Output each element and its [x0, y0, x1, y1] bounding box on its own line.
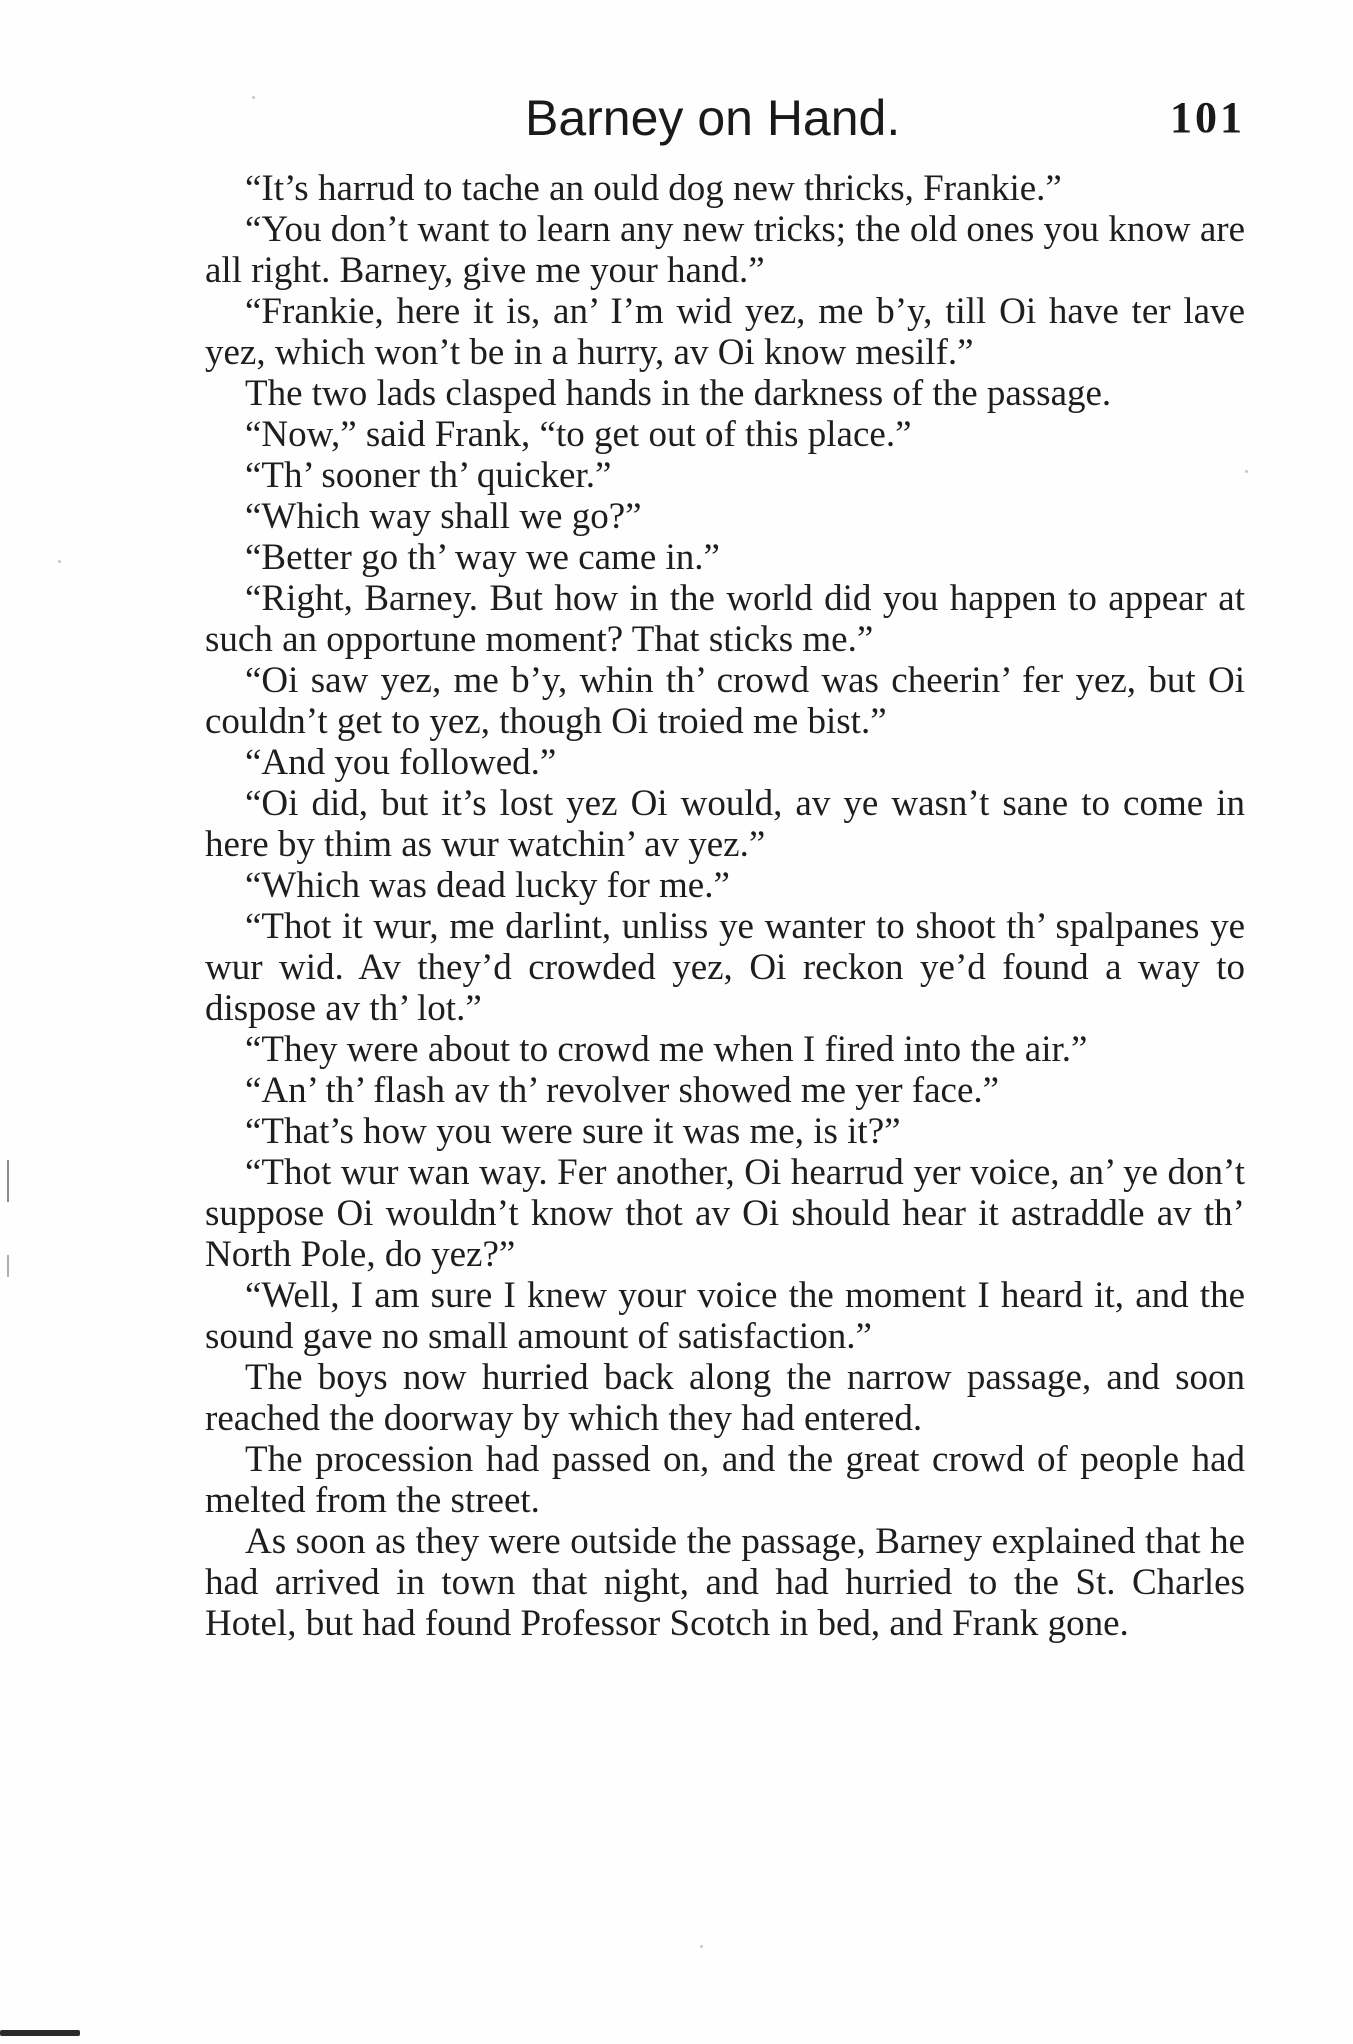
- paragraph: “Frankie, here it is, an’ I’m wid yez, me b’y, till Oi have ter lave yez, which won’t be in a hurry, av Oi know mesilf.”: [205, 291, 1245, 373]
- paragraph: “Thot wur wan way. Fer another, Oi hearrud yer voice, an’ ye don’t suppose Oi wouldn’t know thot av Oi should hear it astraddle av th’ North Pole, do yez?”: [205, 1152, 1245, 1275]
- paragraph: “Now,” said Frank, “to get out of this place.”: [245, 414, 912, 455]
- paragraph: “Oi did, but it’s lost yez Oi would, av ye wasn’t sane to come in here by thim as wur watchin’ av yez.”: [205, 783, 1245, 865]
- paragraph: “That’s how you were sure it was me, is it?”: [245, 1111, 901, 1152]
- running-title: Barney on Hand.: [525, 90, 901, 146]
- paragraph: “Which was dead lucky for me.”: [245, 865, 730, 906]
- paragraph: The two lads clasped hands in the darkness of the passage.: [245, 373, 1112, 414]
- paragraph: “They were about to crowd me when I fired into the air.”: [245, 1029, 1088, 1070]
- margin-mark: [7, 1255, 9, 1277]
- paragraph: The boys now hurried back along the narrow passage, and soon reached the doorway by which they had entered.: [205, 1357, 1245, 1439]
- page-speck: [252, 96, 255, 99]
- running-header: [205, 88, 1245, 148]
- page-speck: [700, 1945, 703, 1948]
- paragraph: “Better go th’ way we came in.”: [245, 537, 720, 578]
- page-speck: [58, 560, 61, 563]
- paragraph: “An’ th’ flash av th’ revolver showed me yer face.”: [245, 1070, 1000, 1111]
- scan-edge-smudge: [0, 2030, 80, 2036]
- paragraph: “It’s harrud to tache an ould dog new thricks, Frankie.”: [245, 168, 1062, 209]
- margin-mark: [7, 1160, 9, 1202]
- paragraph: “Which way shall we go?”: [245, 496, 642, 537]
- paragraph: “Thot it wur, me darlint, unliss ye wanter to shoot th’ spalpanes ye wur wid. Av they’d crowded yez, Oi reckon ye’d found a way to dispose av th’ lot.”: [205, 906, 1245, 1029]
- paragraph: The procession had passed on, and the great crowd of people had melted from the street.: [205, 1439, 1245, 1521]
- paragraph: “Th’ sooner th’ quicker.”: [245, 455, 612, 496]
- body-text: [205, 168, 1245, 1644]
- paragraph: As soon as they were outside the passage, Barney explained that he had arrived in town that night, and had hurried to the St. Charles Hotel, but had found Professor Scotch in bed, and Frank gone.: [205, 1521, 1245, 1644]
- paragraph: “Well, I am sure I knew your voice the moment I heard it, and the sound gave no small amount of satisfaction.”: [205, 1275, 1245, 1357]
- page-speck: [1245, 470, 1248, 473]
- paragraph: “Oi saw yez, me b’y, whin th’ crowd was cheerin’ fer yez, but Oi couldn’t get to yez, though Oi troied me bist.”: [205, 660, 1245, 742]
- paragraph: “You don’t want to learn any new tricks; the old ones you know are all right. Barney, give me your hand.”: [205, 209, 1245, 291]
- page-number: 101: [1170, 93, 1245, 142]
- paragraph: “And you followed.”: [245, 742, 557, 783]
- paragraph: “Right, Barney. But how in the world did you happen to appear at such an opportune moment? That sticks me.”: [205, 578, 1245, 660]
